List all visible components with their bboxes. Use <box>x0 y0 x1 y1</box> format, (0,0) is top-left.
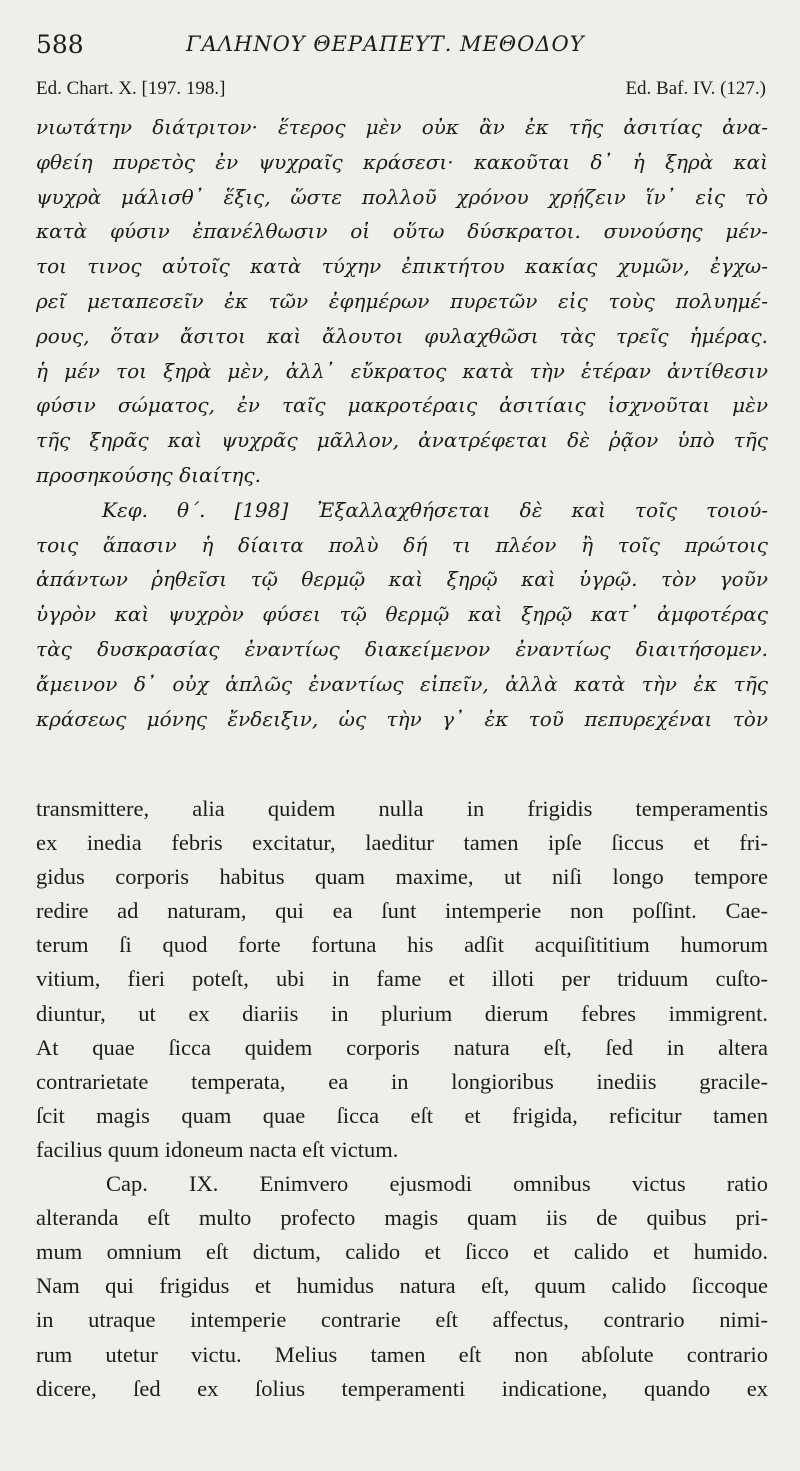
edition-references <box>36 78 766 108</box>
greek-line: φθείη πυρετὸς ἐν ψυχραῖς κράσεσι· κακοῦται δ᾽ ἡ ξηρὰ καὶ <box>36 149 768 174</box>
latin-line: vitium, fieri poteſt, ubi in fame et illoti per triduum cuſto- <box>36 966 768 992</box>
latin-line: alteranda eſt multo profecto magis quam iis de quibus pri- <box>36 1205 768 1231</box>
greek-line: ὑγρὸν καὶ ψυχρὸν φύσει τῷ θερμῷ καὶ ξηρῷ κατ᾽ ἀμφοτέρας <box>36 602 768 627</box>
greek-chapter-heading-line: Κεφ. θ΄. [198] Ἐξαλλαχθήσεται δὲ καὶ τοῖς τοιού- <box>102 497 768 522</box>
greek-line: τοι τινος αὐτοῖς κατὰ τύχην ἐπικτήτου κακίας χυμῶν, ἐγχω- <box>36 254 768 279</box>
greek-text-block <box>36 110 768 736</box>
latin-line: ex inedia febris excitatur, laeditur tamen ipſe ſiccus et fri- <box>36 830 768 856</box>
greek-line: τοις ἅπασιν ἡ δίαιτα πολὺ δή τι πλέον ἢ τοῖς πρώτοις <box>36 532 768 557</box>
latin-line: contrarietate temperata, ea in longioribus inediis gracile- <box>36 1068 768 1094</box>
latin-line: rum utetur victu. Melius tamen eſt non abſolute contrario <box>36 1341 768 1367</box>
latin-line: At quae ſicca quidem corporis natura eſt, ſed in altera <box>36 1034 768 1060</box>
greek-line: ἡ μέν τοι ξηρὰ μὲν, ἀλλ᾽ εὔκρατος κατὰ τὴν ἑτέραν ἀντίθεσιν <box>36 358 768 383</box>
greek-line: ἄμεινον δ᾽ οὐχ ἁπλῶς ἐναντίως εἰπεῖν, ἀλλὰ κατὰ τὴν ἐκ τῆς <box>36 671 768 696</box>
greek-line: ρεῖ μεταπεσεῖν ἐκ τῶν ἐφημέρων πυρετῶν εἰς τοὺς πολυημέ- <box>36 288 768 313</box>
latin-line: redire ad naturam, qui ea ſunt intemperie non poſſint. Cae- <box>36 898 768 924</box>
page-header <box>36 30 766 66</box>
running-title: ΓΑΛΗΝΟΥ ΘΕΡΑΠΕΥΤ. ΜΕΘΟΔΟΥ <box>186 32 585 56</box>
greek-line: προσηκούσης διαίτης. <box>36 462 261 487</box>
latin-line: transmittere, alia quidem nulla in frigidis temperamentis <box>36 796 768 821</box>
edition-chartier: Ed. Chart. X. [197. 198.] <box>36 78 226 99</box>
greek-line: ρους, ὅταν ἄσιτοι καὶ ἄλουτοι φυλαχθῶσι τὰς τρεῖς ἡμέρας. <box>36 323 768 348</box>
greek-line: τὰς δυσκρασίας ἐναντίως διακείμενον ἐναντίως διαιτήσομεν. <box>36 636 768 661</box>
latin-line: mum omnium eſt dictum, calido et ſicco et calido et humido. <box>36 1239 768 1265</box>
edition-basel: Ed. Baf. IV. (127.) <box>625 78 766 99</box>
greek-line: νιωτάτην διάτριτον· ἕτερος μὲν οὐκ ἂν ἐκ τῆς ἀσιτίας ἀνα- <box>36 115 768 139</box>
latin-line: in utraque intemperie contrarie eſt affectus, contrario nimi- <box>36 1307 768 1333</box>
latin-line: Nam qui frigidus et humidus natura eſt, quum calido ſiccoque <box>36 1273 768 1299</box>
latin-chapter-heading-line: Cap. IX. Enimvero ejusmodi omnibus victus ratio <box>106 1171 768 1197</box>
latin-line: ſcit magis quam quae ſicca eſt et frigida, reficitur tamen <box>36 1102 768 1128</box>
latin-line: gidus corporis habitus quam maxime, ut niſi longo tempore <box>36 864 768 890</box>
greek-line: ψυχρὰ μάλισθ᾽ ἕξις, ὥστε πολλοῦ χρόνου χρῄζειν ἵν᾽ εἰς τὸ <box>36 184 768 209</box>
page-number: 588 <box>36 30 84 59</box>
greek-line: φύσιν σώματος, ἐν ταῖς μακροτέραις ἀσιτίαις ἰσχνοῦται μὲν <box>36 393 768 418</box>
latin-line: terum ſi quod forte fortuna his adſit acquiſititium humorum <box>36 932 768 958</box>
latin-line: facilius quum idoneum nacta eſt victum. <box>36 1136 399 1162</box>
greek-line: τῆς ξηρᾶς καὶ ψυχρᾶς μᾶλλον, ἀνατρέφεται δὲ ῥᾷον ὑπὸ τῆς <box>36 428 768 453</box>
greek-line: κράσεως μόνης ἔνδειξιν, ὡς τὴν γ᾽ ἐκ τοῦ πεπυρεχέναι τὸν <box>36 706 768 731</box>
latin-line: diuntur, ut ex diariis in plurium dierum febres immigrent. <box>36 1000 768 1026</box>
greek-line: κατὰ φύσιν ἐπανέλθωσιν οἱ οὕτω δύσκρατοι. συνούσης μέν- <box>36 219 768 244</box>
latin-line: dicere, ſed ex ſolius temperamenti indicatione, quando ex <box>36 1375 768 1401</box>
latin-text-block <box>36 792 768 1406</box>
greek-line: ἁπάντων ῥηθεῖσι τῷ θερμῷ καὶ ξηρῷ καὶ ὑγρῷ. τὸν γοῦν <box>36 567 768 592</box>
